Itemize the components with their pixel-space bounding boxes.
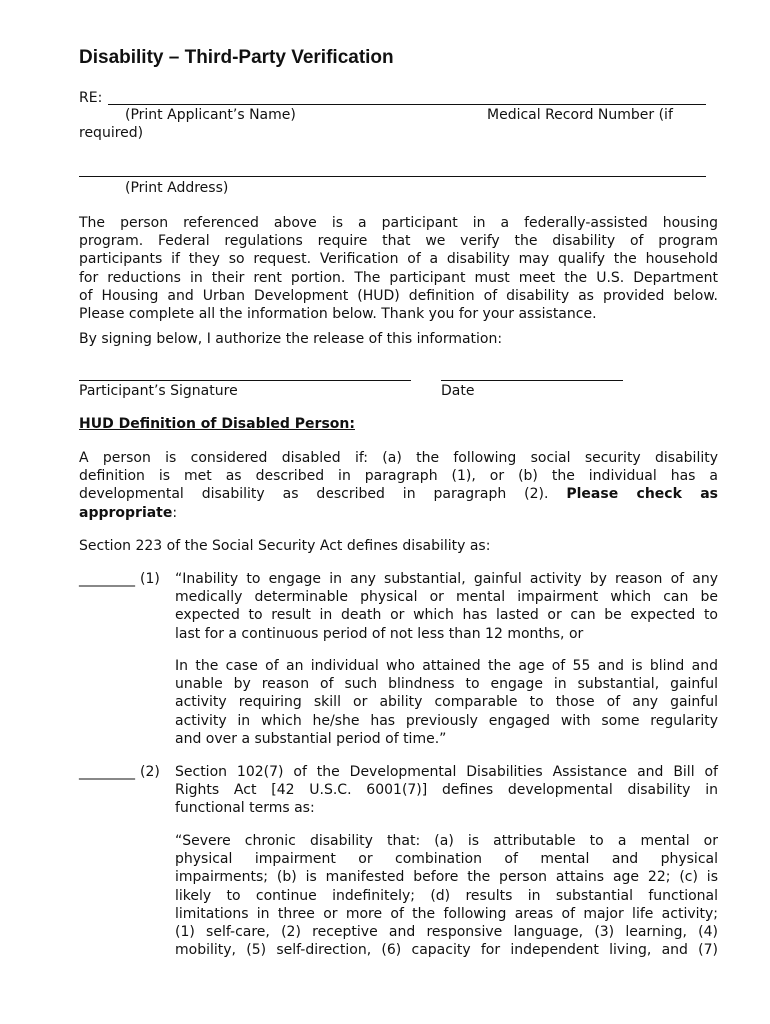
appropriate-text: appropriate xyxy=(79,504,173,521)
hud-line: A person is considered disabled if: (a) the following social security disability xyxy=(79,450,718,466)
item2-line: Rights Act [42 U.S.C. 6001(7)] defines developmental disability in xyxy=(175,782,718,799)
item1-line: last for a continuous period of not less than 12 months, or xyxy=(175,625,584,642)
item2b-paragraph xyxy=(175,832,718,959)
re-label: RE: xyxy=(79,90,103,106)
medical-record-label-cont: required) xyxy=(79,125,144,141)
address-line[interactable] xyxy=(79,176,706,177)
item1b-line: activity requiring skill or ability comparable to those of any gainful xyxy=(175,694,718,711)
intro-line: of Housing and Urban Development (HUD) definition of disability as provided below. xyxy=(79,287,718,304)
item2-line: Section 102(7) of the Developmental Disabilities Assistance and Bill of xyxy=(175,764,718,780)
item2b-line: impairments; (b) is manifested before the person attains age 22; (c) is xyxy=(175,869,718,886)
item1-check-blank[interactable]: ________ xyxy=(79,571,135,587)
hud-line: definition is met as described in paragraph (1), or (b) the individual has a xyxy=(79,468,718,485)
item1-line: “Inability to engage in any substantial, gainful activity by reason of any xyxy=(175,571,718,587)
item1b-line: and over a substantial period of time.” xyxy=(175,730,447,747)
hud-line-text: developmental disability as described in paragraph (2). xyxy=(79,486,549,503)
intro-line: The person referenced above is a participant in a federally-assisted housing xyxy=(79,215,718,231)
item1b-line: unable by reason of such blindness to engage in substantial, gainful xyxy=(175,676,718,693)
applicant-name-line[interactable] xyxy=(108,104,706,105)
item2b-line: “Severe chronic disability that: (a) is attributable to a mental or xyxy=(175,833,718,849)
item1-paragraph xyxy=(175,570,718,643)
date-line[interactable] xyxy=(441,380,623,381)
signature-line[interactable] xyxy=(79,380,411,381)
item2b-line: mobility, (5) self-direction, (6) capacity for independent living, and (7) xyxy=(175,942,718,959)
hud-heading: HUD Definition of Disabled Person: xyxy=(79,416,355,432)
hud-paragraph xyxy=(79,449,718,522)
section-223-text: Section 223 of the Social Security Act defines disability as: xyxy=(79,538,491,554)
hud-line-end xyxy=(79,504,718,522)
medical-record-label: Medical Record Number (if xyxy=(487,107,673,123)
intro-line: program. Federal regulations require that we verify the disability of program xyxy=(79,233,718,250)
item2b-line: (1) self-care, (2) receptive and responsive language, (3) learning, (4) xyxy=(175,924,718,941)
intro-line: for reductions in their rent portion. The participant must meet the U.S. Department xyxy=(79,269,718,286)
item1-line: medically determinable physical or mental impairment which can be xyxy=(175,589,718,606)
item1-number: (1) xyxy=(140,571,160,587)
item2b-line: limitations in three or more of the following areas of major life activity; xyxy=(175,905,718,922)
intro-line: Please complete all the information below. Thank you for your assistance. xyxy=(79,306,597,323)
intro-line: participants if they so request. Verification of a disability may qualify the household xyxy=(79,251,718,268)
item2b-line: likely to continue indefinitely; (d) results in substantial functional xyxy=(175,887,718,904)
document-title: Disability – Third-Party Verification xyxy=(79,47,394,68)
print-address-label: (Print Address) xyxy=(125,180,229,196)
item1b-paragraph xyxy=(175,657,718,748)
colon-text: : xyxy=(172,504,178,521)
item2-paragraph xyxy=(175,763,718,818)
item1b-line: activity in which he/she has previously engaged with some regularity xyxy=(175,712,718,729)
item1b-line: In the case of an individual who attained the age of 55 and is blind and xyxy=(175,658,718,674)
item2-line: functional terms as: xyxy=(175,800,315,817)
item2-number: (2) xyxy=(140,764,160,780)
signature-label: Participant’s Signature xyxy=(79,383,238,399)
print-name-label: (Print Applicant’s Name) xyxy=(125,107,296,123)
item2-check-blank[interactable]: ________ xyxy=(79,764,135,780)
item1-line: expected to result in death or which has lasted or can be expected to xyxy=(175,607,718,624)
authorize-text: By signing below, I authorize the release of this information: xyxy=(79,331,503,347)
date-label: Date xyxy=(441,383,475,399)
item2b-line: physical impairment or combination of mental and physical xyxy=(175,851,718,868)
intro-paragraph xyxy=(79,214,718,323)
please-check-text: Please check as xyxy=(566,486,718,503)
hud-line-with-bold xyxy=(79,485,718,503)
